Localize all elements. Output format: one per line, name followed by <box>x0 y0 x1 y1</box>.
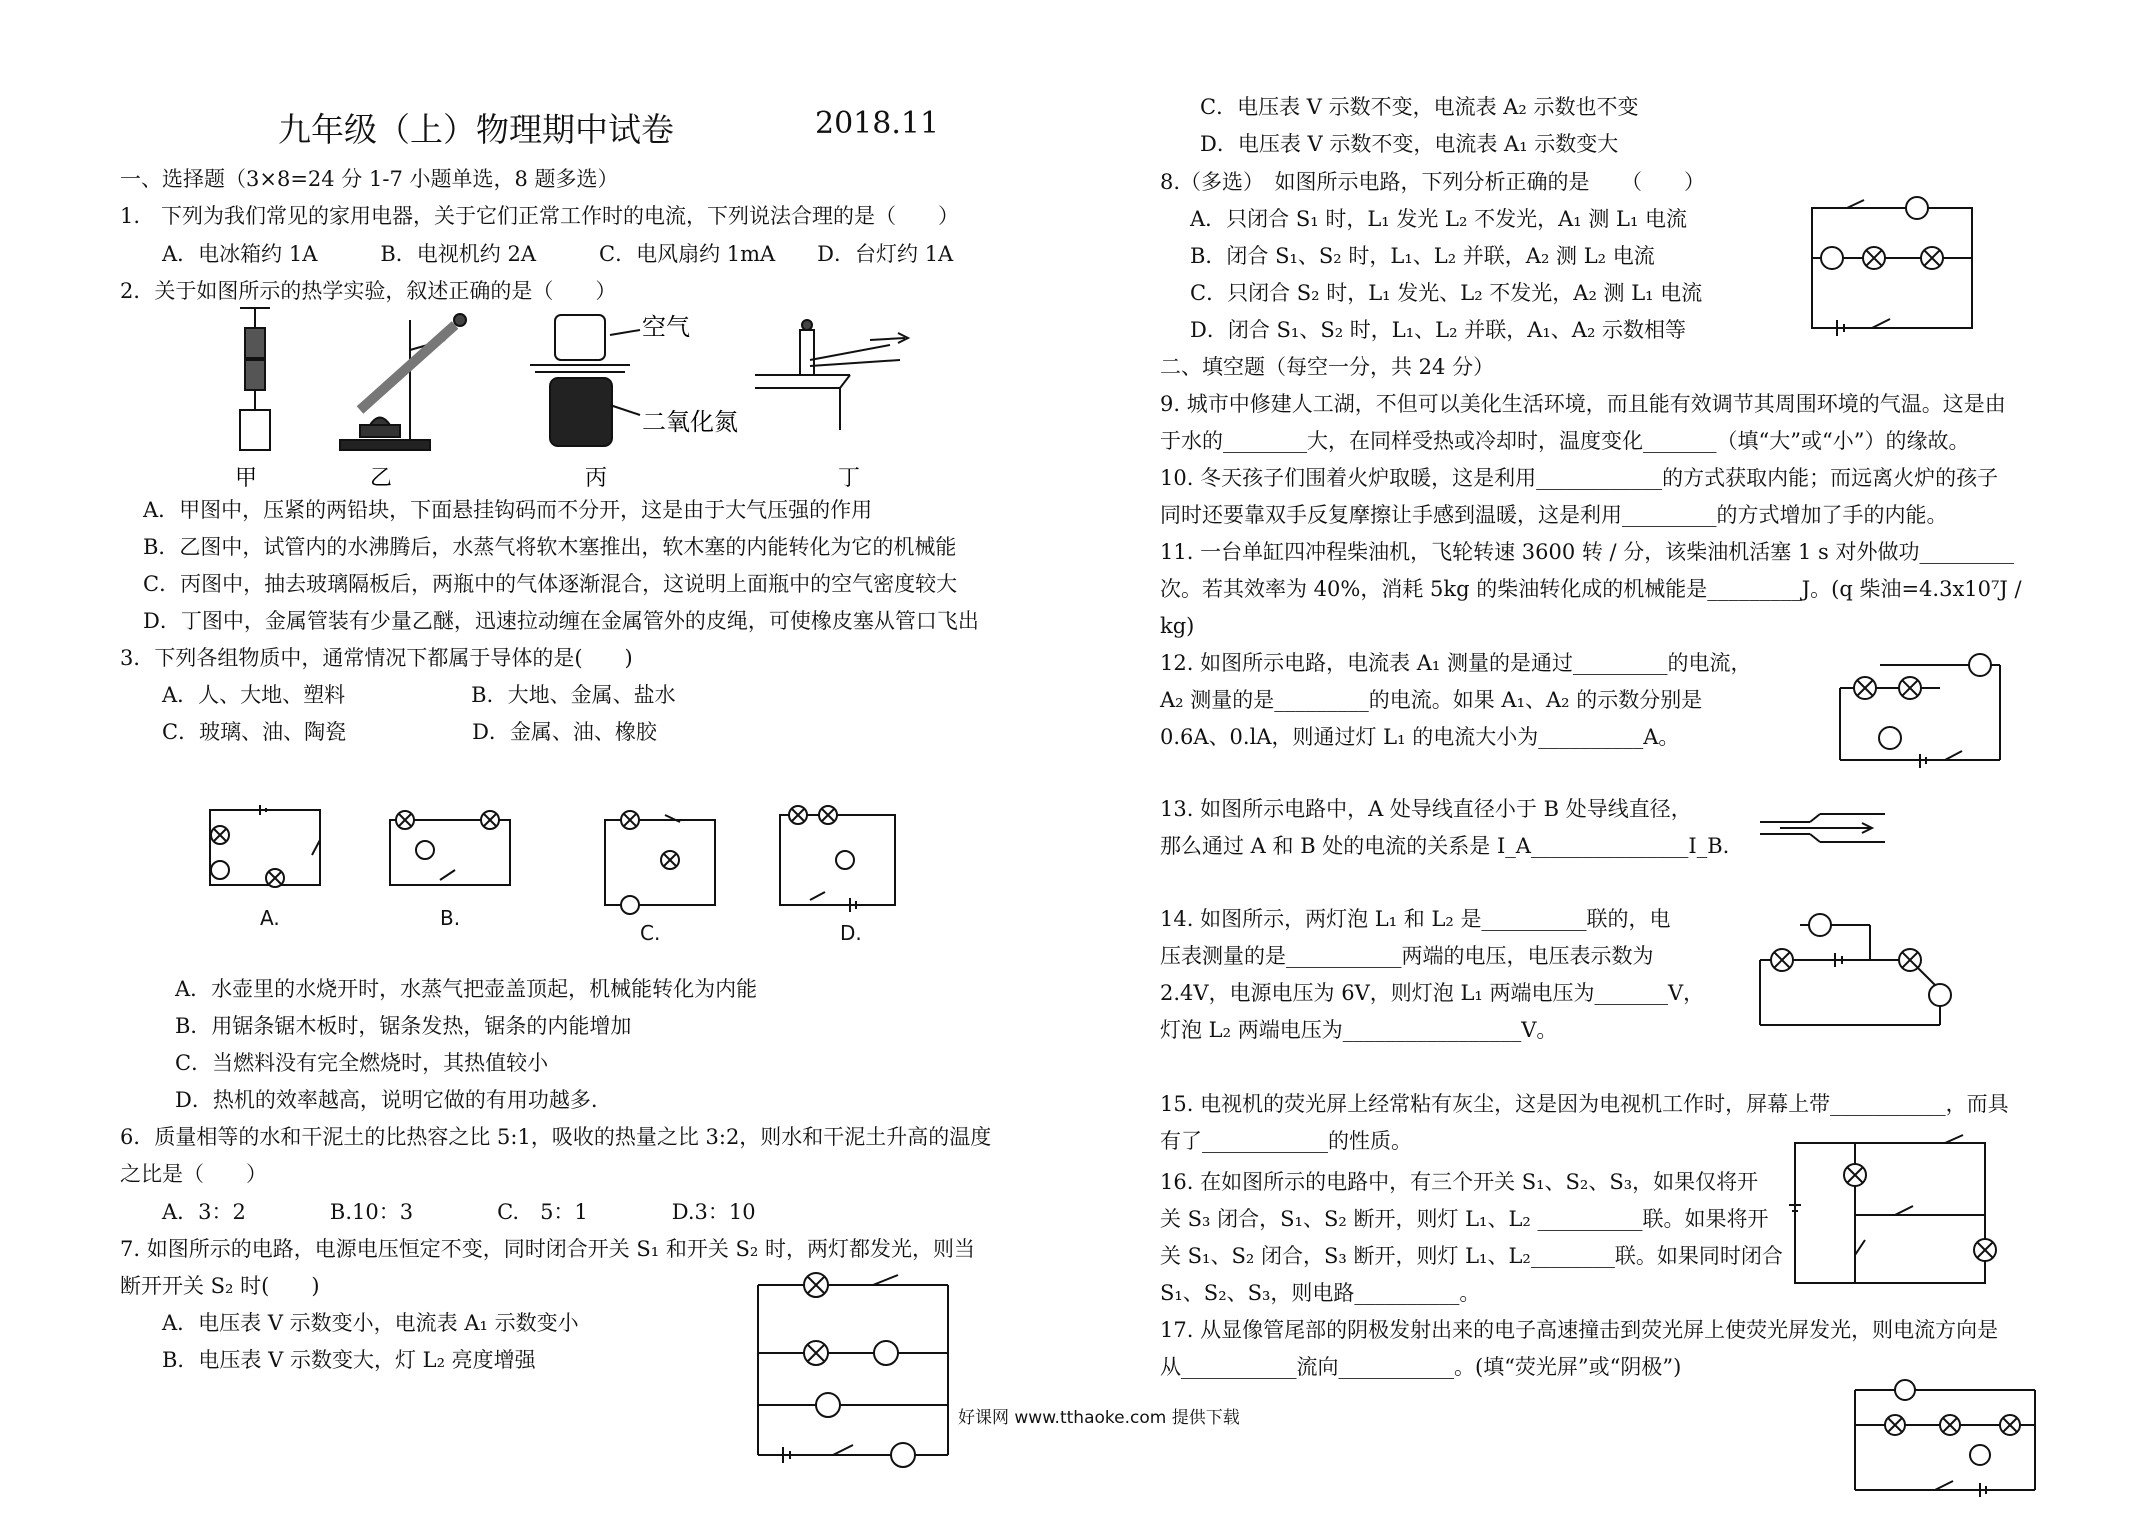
q4-circuits <box>200 800 920 945</box>
q14-circuit <box>1760 905 1960 1035</box>
gas-label-no2: 二氧化氮 <box>642 408 738 436</box>
figure-label-yi: 乙 <box>370 466 393 491</box>
q2-option-c: C．丙图中，抽去玻璃隔板后，两瓶中的气体逐渐混合，这说明上面瓶中的空气密度较大 <box>143 572 958 596</box>
question-3: 3．下列各组物质中，通常情况下都属于导体的是( ) <box>120 646 633 670</box>
q3-options-row2: C．玻璃、油、陶瓷 D．金属、油、橡胶 <box>162 720 657 744</box>
metal-tube-figure <box>755 320 908 430</box>
circuit-d <box>780 806 895 912</box>
q8-option-b: B．闭合 S₁、S₂ 时，L₁、L₂ 并联，A₂ 测 L₂ 电流 <box>1190 244 1655 268</box>
section-heading-fill: 二、填空题（每空一分，共 24 分） <box>1160 355 1495 379</box>
q7-circuit <box>758 1255 958 1455</box>
figure-label-bing: 丙 <box>585 466 608 491</box>
page-title: 九年级（上）物理期中试卷 <box>278 110 674 149</box>
circuit-a <box>210 805 320 887</box>
q3-options-row1: A．人、大地、塑料 B．大地、金属、盐水 <box>162 683 676 707</box>
question-9: 9. 城市中修建人工湖，不但可以美化生活环境，而且能有效调节其周围环境的气温。这是由 <box>1160 392 2006 416</box>
q8-option-c: C．只闭合 S₂ 时，L₁ 发光、L₂ 不发光，A₂ 测 L₁ 电流 <box>1190 281 1703 305</box>
circuit-d-label: D. <box>840 921 862 945</box>
question-12-cont2: 0.6A、0.lA，则通过灯 L₁ 的电流大小为__________A。 <box>1160 725 1680 749</box>
question-7: 7. 如图所示的电路，电源电压恒定不变，同时闭合开关 S₁ 和开关 S₂ 时，两灯都发光，则当 <box>120 1237 976 1261</box>
question-7-cont: 断开开关 S₂ 时( ) <box>120 1274 320 1298</box>
question-10: 10. 冬天孩子们围着火炉取暖，这是利用____________的方式获取内能；而远离火炉的孩子 <box>1160 466 1999 490</box>
test-tube-figure <box>340 314 466 450</box>
q12-circuit <box>1840 650 2010 770</box>
q17-circuit <box>1855 1365 2045 1495</box>
question-13: 13. 如图所示电路中，A 处导线直径小于 B 处导线直径， <box>1160 797 1692 821</box>
q13-wire <box>1760 800 1910 860</box>
question-2: 2．关于如图所示的热学实验，叙述正确的是（ ） <box>120 279 617 303</box>
q2-figures <box>210 300 970 500</box>
question-17: 17. 从显像管尾部的阴极发射出来的电子高速撞击到荧光屏上使荧光屏发光，则电流方向是 <box>1160 1318 1999 1342</box>
q2-option-d: D．丁图中，金属管装有少量乙醚，迅速拉动缠在金属管外的皮绳，可使橡皮塞从管口飞出 <box>143 609 979 633</box>
q8-option-d: D．闭合 S₁、S₂ 时，L₁、L₂ 并联，A₁、A₂ 示数相等 <box>1190 318 1687 342</box>
question-11-cont2: kg) <box>1160 614 1195 638</box>
question-16-cont: 关 S₃ 闭合，S₁、S₂ 断开，则灯 L₁、L₂ __________联。如果将开 <box>1160 1207 1769 1231</box>
q7-option-c: C．电压表 V 示数不变，电流表 A₂ 示数也不变 <box>1200 95 1639 119</box>
question-8: 8.（多选） 如图所示电路，下列分析正确的是 （ ） <box>1160 170 1706 194</box>
question-6: 6．质量相等的水和干泥土的比热容之比 5:1，吸收的热量之比 3:2，则水和干泥土升高的温度 <box>120 1125 992 1149</box>
q5-option-c: C．当燃料没有完全燃烧时，其热值较小 <box>175 1051 549 1075</box>
footer-watermark: 好课网 www.tthaoke.com 提供下载 <box>958 1408 1240 1428</box>
question-11: 11. 一台单缸四冲程柴油机，飞轮转速 3600 转 / 分，该柴油机活塞 1 s 对外做功_________ <box>1160 540 2014 564</box>
question-16-cont2: 关 S₁、S₂ 闭合，S₃ 断开，则灯 L₁、L₂________联。如果同时闭合 <box>1160 1244 1783 1268</box>
q1-options: A．电冰箱约 1A B．电视机约 2A C．电风扇约 1mA D．台灯约 1A <box>162 242 954 266</box>
q8-circuit <box>1812 198 1992 338</box>
q5-option-d: D．热机的效率越高，说明它做的有用功越多. <box>175 1088 598 1112</box>
circuit-c <box>605 811 715 914</box>
question-6-cont: 之比是（ ） <box>120 1162 267 1186</box>
question-10-cont: 同时还要靠双手反复摩擦让手感到温暖，这是利用_________的方式增加了手的内能。 <box>1160 503 1948 527</box>
question-13-cont: 那么通过 A 和 B 处的电流的关系是 I_A_______________I_B. <box>1160 834 1730 858</box>
question-16-cont3: S₁、S₂、S₃，则电路__________。 <box>1160 1281 1481 1305</box>
question-15-cont: 有了____________的性质。 <box>1160 1129 1412 1153</box>
question-14-cont: 压表测量的是___________两端的电压，电压表示数为 <box>1160 944 1654 968</box>
gas-label-air: 空气 <box>642 313 690 341</box>
circuit-b-label: B. <box>440 906 461 930</box>
figure-label-jia: 甲 <box>235 466 258 491</box>
question-12-cont: A₂ 测量的是_________的电流。如果 A₁、A₂ 的示数分别是 <box>1160 688 1703 712</box>
circuit-a-label: A. <box>260 906 280 930</box>
q7-option-a: A．电压表 V 示数变小，电流表 A₁ 示数变小 <box>162 1311 579 1335</box>
exam-date: 2018.11 <box>815 106 940 141</box>
question-14-cont3: 灯泡 L₂ 两端电压为_________________V。 <box>1160 1018 1558 1042</box>
q16-circuit <box>1795 1135 2015 1285</box>
q7-option-b: B．电压表 V 示数变大，灯 L₂ 亮度增强 <box>162 1348 536 1372</box>
circuit-c-label: C. <box>640 921 661 945</box>
figure-label-ding: 丁 <box>838 466 861 491</box>
question-9-cont: 于水的________大，在同样受热或冷却时，温度变化_______（填“大”或“小”）的缘故。 <box>1160 429 1970 453</box>
q6-options: A．3：2 B.10：3 C. 5：1 D.3：10 <box>162 1200 756 1224</box>
lead-blocks-figure <box>240 308 270 450</box>
question-17-cont: 从___________流向___________。(填“荧光屏”或“阴极”) <box>1160 1355 1682 1379</box>
q2-option-b: B．乙图中，试管内的水沸腾后，水蒸气将软木塞推出，软木塞的内能转化为它的机械能 <box>143 535 957 559</box>
section-heading-choice: 一、选择题（3×8=24 分 1-7 小题单选，8 题多选） <box>120 167 619 191</box>
question-14: 14. 如图所示，两灯泡 L₁ 和 L₂ 是__________联的，电 <box>1160 907 1671 931</box>
question-14-cont2: 2.4V，电源电压为 6V，则灯泡 L₁ 两端电压为_______V， <box>1160 981 1705 1005</box>
gas-diffusion-figure <box>530 315 640 446</box>
question-11-cont: 次。若其效率为 40%，消耗 5kg 的柴油转化成的机械能是_________J。(q 柴油=4.3x10⁷J / <box>1160 577 2022 601</box>
question-1: 1. 下列为我们常见的家用电器，关于它们正常工作时的电流，下列说法合理的是（ ） <box>120 204 960 228</box>
question-15: 15. 电视机的荧光屏上经常粘有灰尘，这是因为电视机工作时，屏幕上带___________，而具 <box>1160 1092 2009 1116</box>
q2-option-a: A．甲图中，压紧的两铅块，下面悬挂钩码而不分开，这是由于大气压强的作用 <box>143 498 873 522</box>
question-16: 16. 在如图所示的电路中，有三个开关 S₁、S₂、S₃，如果仅将开 <box>1160 1170 1759 1194</box>
q5-option-a: A．水壶里的水烧开时，水蒸气把壶盖顶起，机械能转化为内能 <box>175 977 758 1001</box>
q5-option-b: B．用锯条锯木板时，锯条发热，锯条的内能增加 <box>175 1014 632 1038</box>
circuit-b <box>390 811 510 885</box>
q8-option-a: A．只闭合 S₁ 时，L₁ 发光 L₂ 不发光，A₁ 测 L₁ 电流 <box>1190 207 1688 231</box>
question-12: 12. 如图所示电路，电流表 A₁ 测量的是通过_________的电流， <box>1160 651 1752 675</box>
q7-option-d: D．电压表 V 示数不变，电流表 A₁ 示数变大 <box>1200 132 1619 156</box>
